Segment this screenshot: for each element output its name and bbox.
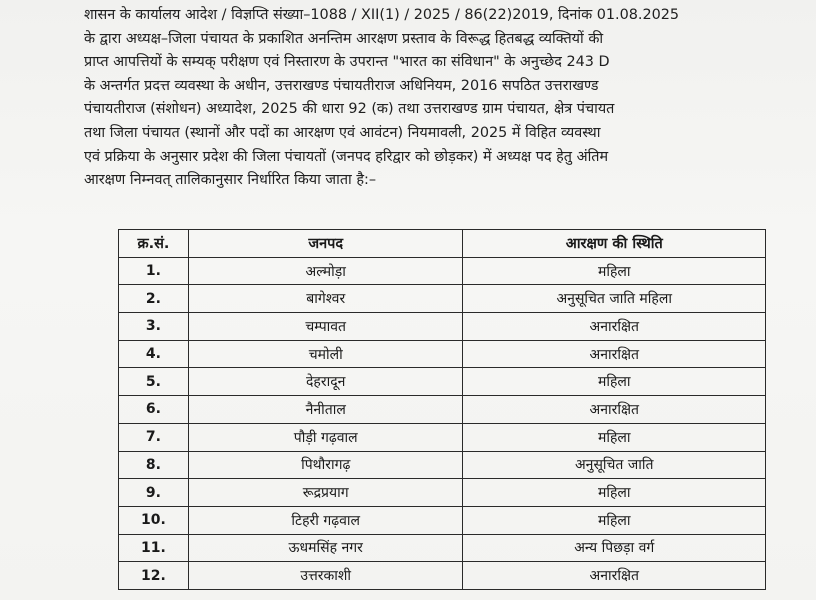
reservation-cell: अनारक्षित xyxy=(463,340,766,368)
district-cell: ऊधमसिंह नगर xyxy=(188,534,463,562)
district-cell: उत्तरकाशी xyxy=(188,562,463,590)
paragraph-line: पंचायतीराज (संशोधन) अध्यादेश, 2025 की धारा 92 (क) तथा उत्तराखण्ड ग्राम पंचायत, क्षेत्र पंचायत xyxy=(84,101,615,118)
district-cell: पौड़ी गढ़वाल xyxy=(188,423,463,451)
district-cell: चम्पावत xyxy=(188,313,463,341)
table-row xyxy=(119,562,766,590)
table-row xyxy=(119,285,766,313)
serial-cell: 4. xyxy=(119,340,189,368)
serial-cell: 11. xyxy=(119,534,189,562)
serial-cell: 3. xyxy=(119,313,189,341)
table-row xyxy=(119,368,766,396)
paragraph-line: प्राप्त आपत्तियों के सम्यक् परीक्षण एवं निस्तारण के उपरान्त "भारत का संविधान" के अनुच्छेद 243 D xyxy=(84,54,610,71)
table-row xyxy=(119,257,766,285)
table-row xyxy=(119,340,766,368)
table-row xyxy=(119,506,766,534)
reservation-cell: अन्य पिछड़ा वर्ग xyxy=(463,534,766,562)
paragraph-line: शासन के कार्यालय आदेश / विज्ञप्ति संख्या–1088 / XII(1) / 2025 / 86(22)2019, दिनांक 01.08.2025 xyxy=(84,7,680,23)
reservation-cell: अनारक्षित xyxy=(463,313,766,341)
serial-cell: 2. xyxy=(119,285,189,313)
reservation-cell: महिला xyxy=(463,423,766,451)
serial-cell: 1. xyxy=(119,257,189,285)
reservation-cell: महिला xyxy=(463,479,766,507)
district-cell: पिथौरागढ़ xyxy=(188,451,463,479)
serial-cell: 7. xyxy=(119,423,189,451)
reservation-cell: महिला xyxy=(463,506,766,534)
serial-cell: 8. xyxy=(119,451,189,479)
paragraph-line: आरक्षण निम्नवत् तालिकानुसार निर्धारित किया जाता है:– xyxy=(84,172,377,189)
district-cell: देहरादून xyxy=(188,368,463,396)
serial-cell: 9. xyxy=(119,479,189,507)
reservation-table xyxy=(118,229,766,590)
header-reservation: आरक्षण की स्थिति xyxy=(463,230,766,258)
reservation-cell: अनारक्षित xyxy=(463,396,766,424)
serial-cell: 10. xyxy=(119,506,189,534)
district-cell: बागेश्वर xyxy=(188,285,463,313)
paragraph-line: एवं प्रक्रिया के अनुसार प्रदेश की जिला पंचायतों (जनपद हरिद्वार को छोड़कर) में अध्यक्ष पद हेतु अंतिम xyxy=(84,148,609,165)
header-district: जनपद xyxy=(188,230,463,258)
reservation-cell: अनारक्षित xyxy=(463,562,766,590)
table-row xyxy=(119,479,766,507)
table-header-row xyxy=(119,230,766,258)
district-cell: चमोली xyxy=(188,340,463,368)
header-serial: क्र.सं. xyxy=(119,230,189,258)
paragraph-line: के अन्तर्गत प्रदत्त व्यवस्था के अधीन, उत्तराखण्ड पंचायतीराज अधिनियम, 2016 सपठित उत्तराखण्ड xyxy=(84,77,599,94)
serial-cell: 6. xyxy=(119,396,189,424)
reservation-cell: महिला xyxy=(463,368,766,396)
order-paragraph xyxy=(84,4,808,193)
reservation-cell: महिला xyxy=(463,257,766,285)
table-row xyxy=(119,423,766,451)
table-row xyxy=(119,451,766,479)
district-cell: टिहरी गढ़वाल xyxy=(188,506,463,534)
district-cell: नैनीताल xyxy=(188,396,463,424)
serial-cell: 12. xyxy=(119,562,189,590)
reservation-cell: अनुसूचित जाति महिला xyxy=(463,285,766,313)
serial-cell: 5. xyxy=(119,368,189,396)
table-row xyxy=(119,313,766,341)
table-row xyxy=(119,396,766,424)
district-cell: रूद्रप्रयाग xyxy=(188,479,463,507)
table-row xyxy=(119,534,766,562)
paragraph-line: तथा जिला पंचायत (स्थानों और पदों का आरक्षण एवं आवंटन) नियमावली, 2025 में विहित व्यवस्था xyxy=(84,124,601,141)
paragraph-line: के द्वारा अध्यक्ष–जिला पंचायत के प्रकाशित अनन्तिम आरक्षण प्रस्ताव के विरूद्ध हितबद्ध व्यक्तियों की xyxy=(84,30,604,47)
district-cell: अल्मोड़ा xyxy=(188,257,463,285)
reservation-cell: अनुसूचित जाति xyxy=(463,451,766,479)
